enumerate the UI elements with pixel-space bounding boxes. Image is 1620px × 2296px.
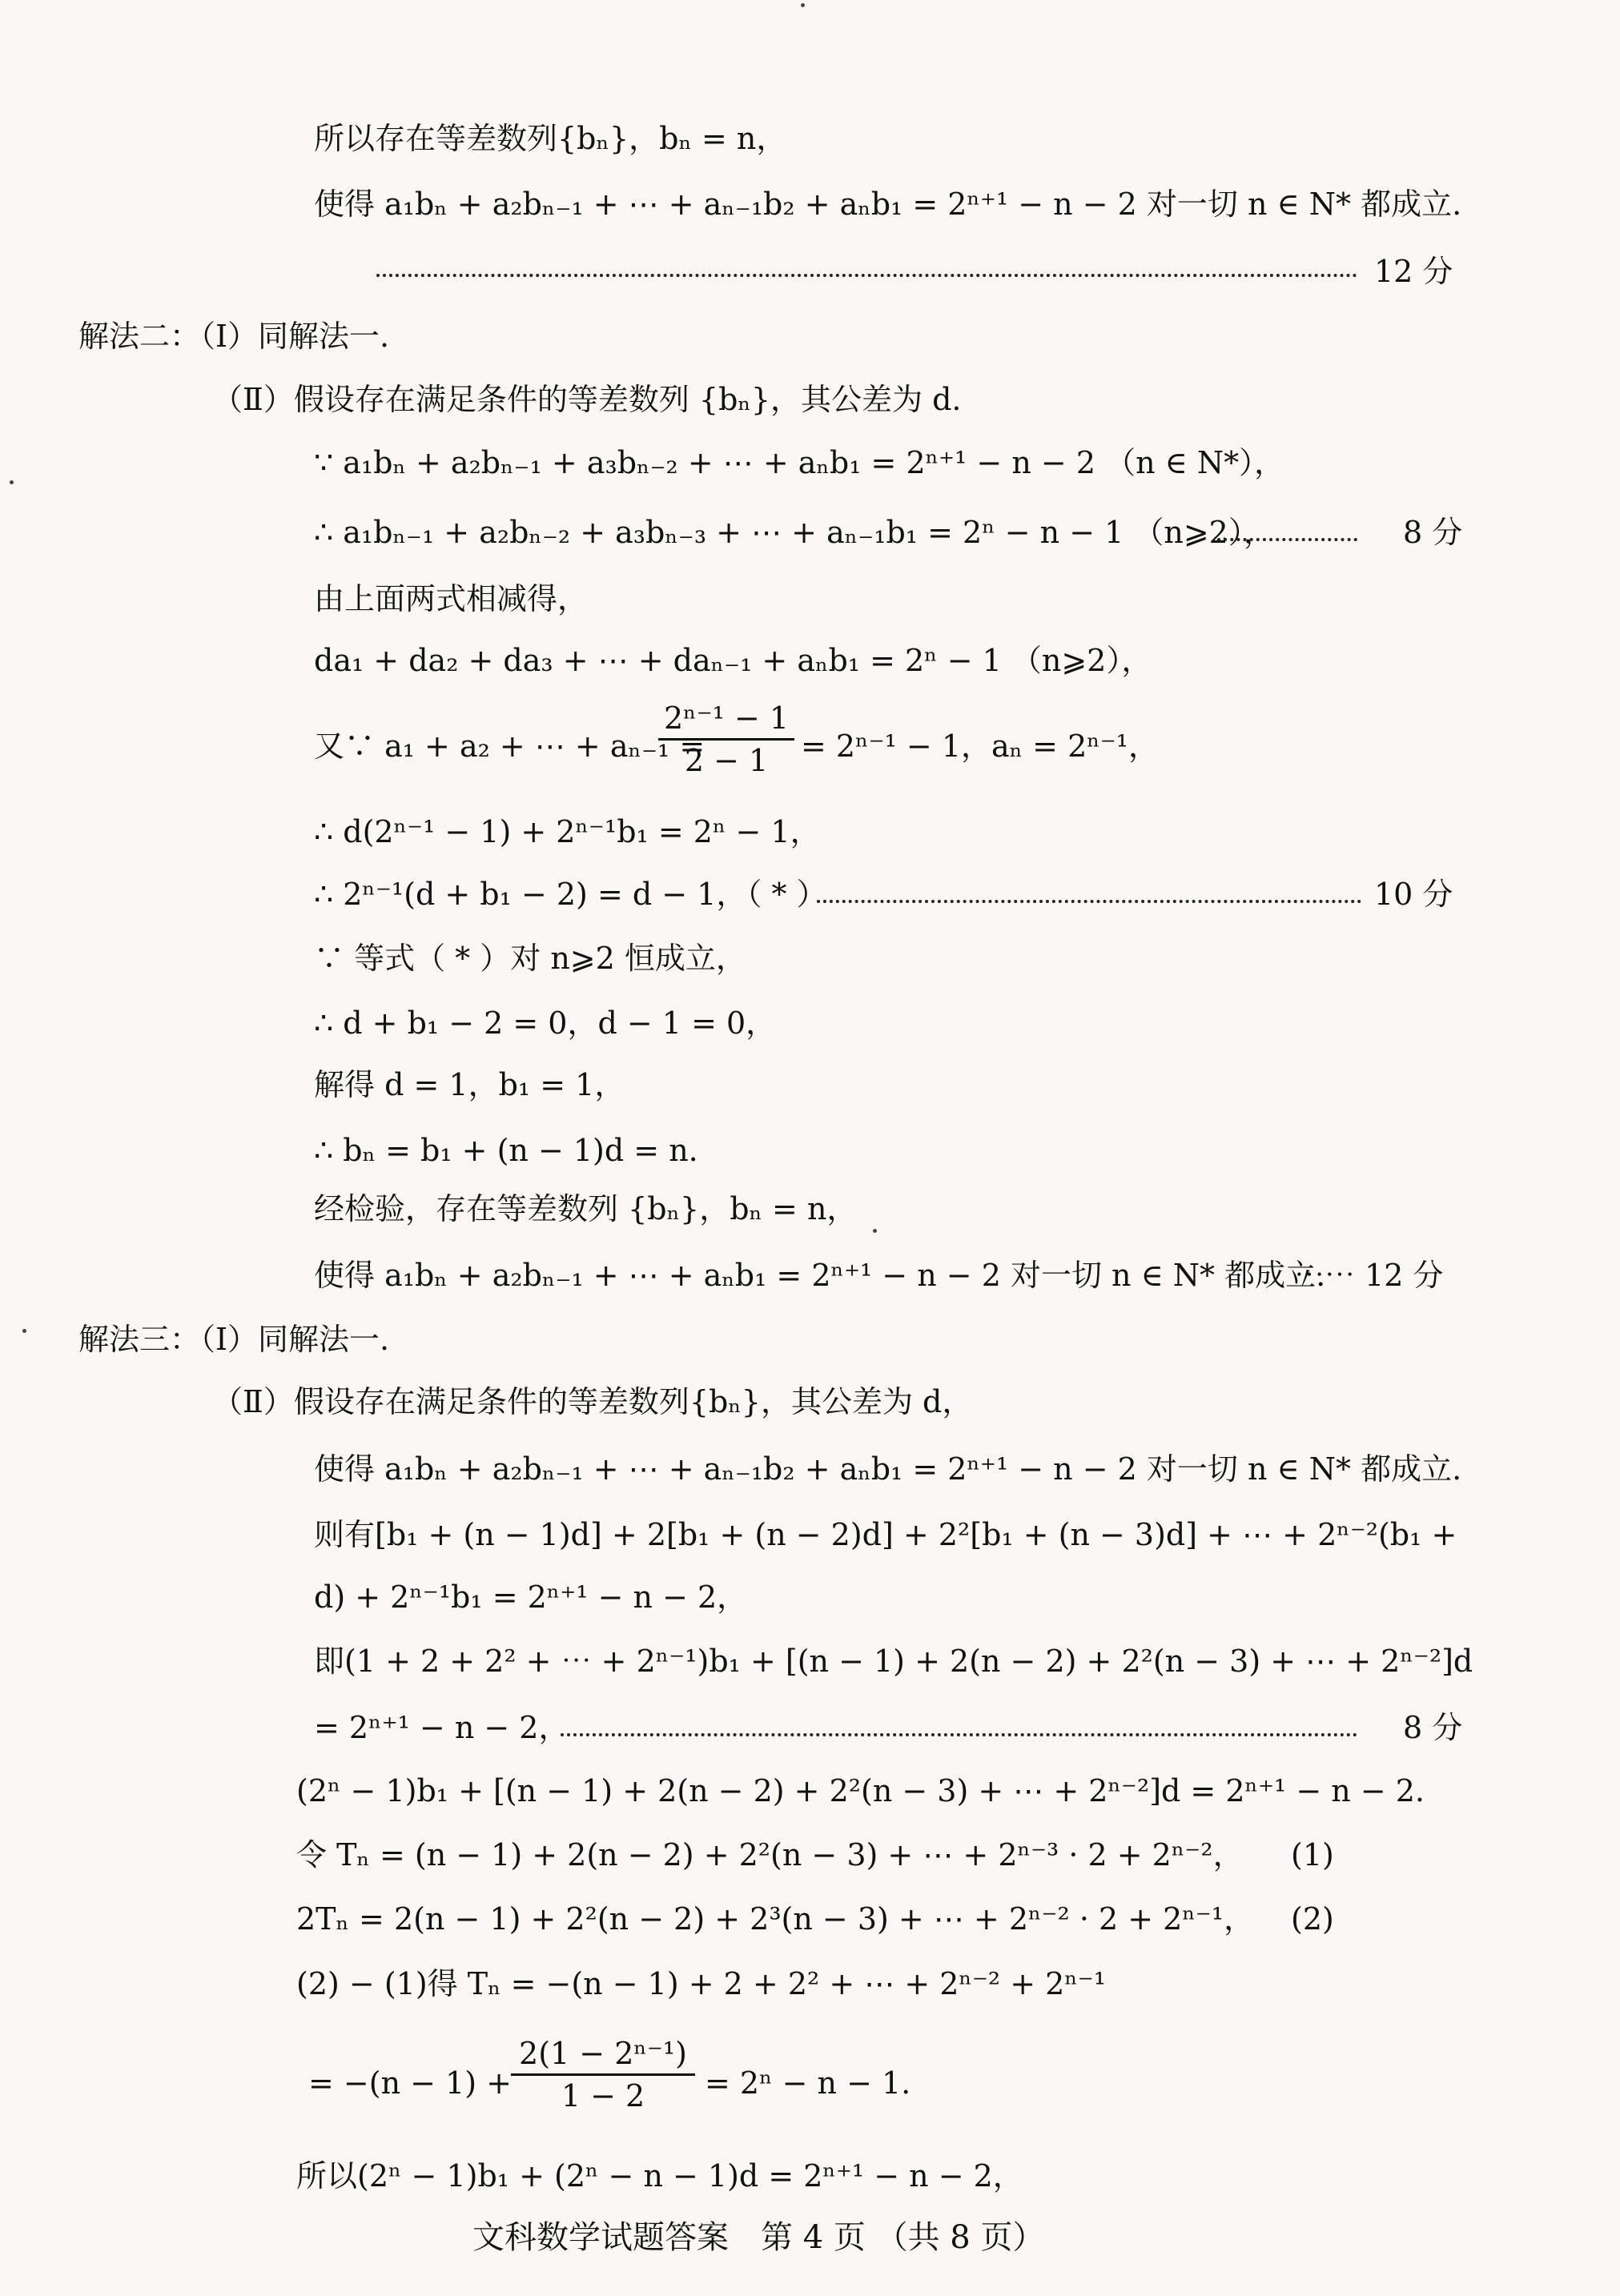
score-12-b: ⋯⋯ 12 分 xyxy=(1294,1258,1444,1293)
fraction-denominator: 1 − 2 xyxy=(561,2078,645,2113)
line-04: （Ⅱ）假设存在满足条件的等差数列 {bₙ}，其公差为 d. xyxy=(212,382,962,417)
line-24: = 2ⁿ⁺¹ − n − 2， xyxy=(314,1710,569,1745)
line-23: 即(1 + 2 + 2² + ⋯ + 2ⁿ⁻¹)b₁ + [(n − 1) + 2(n − 2) + 2²(n − 3) + ⋯ + 2ⁿ⁻²]d xyxy=(314,1644,1473,1679)
line-18: 解法三：（Ⅰ）同解法一. xyxy=(78,1322,390,1357)
line-14: 解得 d = 1，b₁ = 1， xyxy=(314,1067,625,1102)
line-27: 2Tₙ = 2(n − 1) + 2²(n − 2) + 2³(n − 3) + ⋯ + 2ⁿ⁻² · 2 + 2ⁿ⁻¹， xyxy=(296,1901,1255,1937)
fraction-geometric-sum xyxy=(658,698,794,781)
line-12: ∵ 等式（ * ）对 n⩾2 恒成立， xyxy=(314,941,746,976)
line-03: 解法二：（Ⅰ）同解法一. xyxy=(78,319,390,354)
line-30: 所以(2ⁿ − 1)b₁ + (2ⁿ − n − 1)d = 2ⁿ⁺¹ − n − 2， xyxy=(296,2158,1023,2194)
score-8-a: 8 分 xyxy=(1403,515,1463,550)
scan-speck xyxy=(873,1229,877,1233)
line-21: 则有[b₁ + (n − 1)d] + 2[b₁ + (n − 2)d] + 2²[b₁ + (n − 3)d] + ⋯ + 2ⁿ⁻²(b₁ + xyxy=(314,1517,1457,1552)
line-13: ∴ d + b₁ − 2 = 0，d − 1 = 0， xyxy=(314,1006,777,1041)
fraction-denominator: 2 − 1 xyxy=(684,743,769,778)
line-05: ∵ a₁bₙ + a₂bₙ₋₁ + a₃bₙ₋₂ + ⋯ + aₙb₁ = 2ⁿ⁺¹ − n − 2 （n ∈ N*）， xyxy=(314,445,1285,480)
line-15: ∴ bₙ = b₁ + (n − 1)d = n. xyxy=(314,1133,698,1168)
line-08: da₁ + da₂ + da₃ + ⋯ + daₙ₋₁ + aₙb₁ = 2ⁿ − 1 （n⩾2）， xyxy=(314,643,1152,678)
scan-speck xyxy=(801,3,805,7)
line-26: 令 Tₙ = (n − 1) + 2(n − 2) + 2²(n − 3) + ⋯ + 2ⁿ⁻³ · 2 + 2ⁿ⁻²， xyxy=(296,1837,1244,1873)
line-25: (2ⁿ − 1)b₁ + [(n − 1) + 2(n − 2) + 2²(n − 3) + ⋯ + 2ⁿ⁻²]d = 2ⁿ⁺¹ − n − 2. xyxy=(296,1773,1425,1808)
line-17: 使得 a₁bₙ + a₂bₙ₋₁ + ⋯ + aₙb₁ = 2ⁿ⁺¹ − n − 2 对一切 n ∈ N* 都成立. xyxy=(314,1258,1326,1293)
equation-tag-1: (1) xyxy=(1291,1837,1334,1873)
score-12-a: 12 分 xyxy=(1374,254,1453,289)
line-01: 所以存在等差数列{bₙ}，bₙ = n， xyxy=(314,121,787,156)
score-8-b: 8 分 xyxy=(1403,1710,1463,1745)
line-20: 使得 a₁bₙ + a₂bₙ₋₁ + ⋯ + aₙ₋₁b₂ + aₙb₁ = 2ⁿ⁺¹ − n − 2 对一切 n ∈ N* 都成立. xyxy=(314,1451,1462,1487)
line-10: ∴ d(2ⁿ⁻¹ − 1) + 2ⁿ⁻¹b₁ = 2ⁿ − 1， xyxy=(314,814,821,849)
page-footer: 文科数学试题答案 第 4 页 （共 8 页） xyxy=(472,2219,1045,2256)
equation-tag-2: (2) xyxy=(1291,1901,1334,1937)
line-09-left: 又∵ a₁ + a₂ + ⋯ + aₙ₋₁ = xyxy=(314,729,705,764)
line-29-left: = −(n − 1) + xyxy=(308,2065,512,2101)
line-09-right: = 2ⁿ⁻¹ − 1，aₙ = 2ⁿ⁻¹， xyxy=(801,729,1160,764)
line-11: ∴ 2ⁿ⁻¹(d + b₁ − 2) = d − 1，（ * ） xyxy=(314,877,827,912)
fraction-numerator: 2(1 − 2ⁿ⁻¹) xyxy=(519,2036,687,2071)
line-22: d) + 2ⁿ⁻¹b₁ = 2ⁿ⁺¹ − n − 2， xyxy=(314,1580,748,1615)
dot-leader xyxy=(561,1733,1357,1736)
line-16: 经检验，存在等差数列 {bₙ}，bₙ = n， xyxy=(314,1191,858,1226)
scan-speck xyxy=(22,1329,26,1333)
dot-leader xyxy=(1217,538,1357,541)
line-06: ∴ a₁bₙ₋₁ + a₂bₙ₋₂ + a₃bₙ₋₃ + ⋯ + aₙ₋₁b₁ = 2ⁿ − n − 1 （n⩾2）， xyxy=(314,515,1274,550)
fraction-numerator: 2ⁿ⁻¹ − 1 xyxy=(663,700,790,736)
line-02: 使得 a₁bₙ + a₂bₙ₋₁ + ⋯ + aₙ₋₁b₂ + aₙb₁ = 2ⁿ⁺¹ − n − 2 对一切 n ∈ N* 都成立. xyxy=(314,187,1462,222)
score-10: 10 分 xyxy=(1374,877,1453,912)
scan-speck xyxy=(10,480,14,484)
line-28: (2) − (1)得 Tₙ = −(n − 1) + 2 + 2² + ⋯ + 2ⁿ⁻² + 2ⁿ⁻¹ xyxy=(296,1966,1107,2001)
line-07: 由上面两式相减得， xyxy=(314,581,589,616)
dot-leader xyxy=(817,900,1361,903)
line-29-right: = 2ⁿ − n − 1. xyxy=(705,2065,911,2101)
fraction-series-sum xyxy=(511,2033,695,2116)
line-19: （Ⅱ）假设存在满足条件的等差数列{bₙ}，其公差为 d， xyxy=(212,1384,973,1419)
dot-leader xyxy=(376,274,1357,277)
